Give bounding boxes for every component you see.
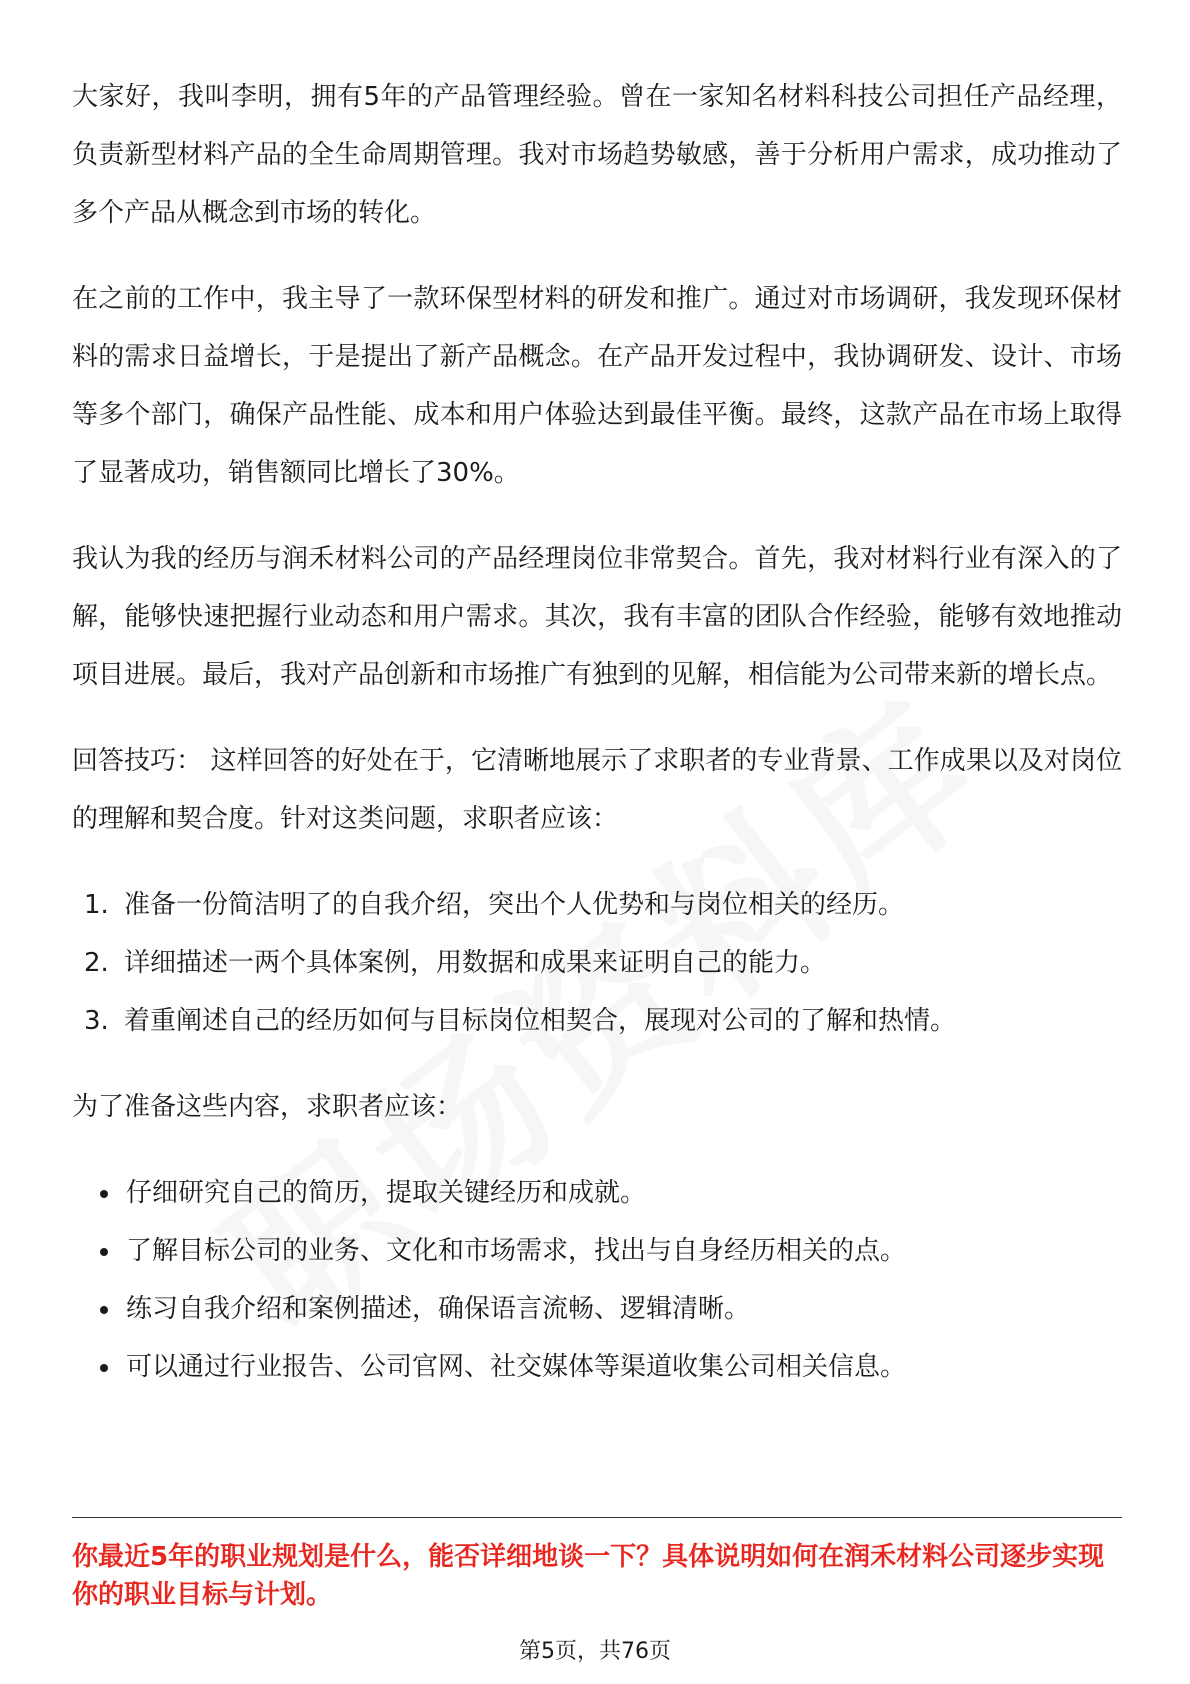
list-item-text: 练习自我介绍和案例描述，确保语言流畅、逻辑清晰。 — [126, 1294, 751, 1324]
tips-paragraph: 回答技巧： 这样回答的好处在于，它清晰地展示了求职者的专业背景、工作成果以及对岗位的理解和契合度。针对这类问题，求职者应该： — [72, 746, 1122, 834]
list-item-text: 详细描述一两个具体案例，用数据和成果来证明自己的能力。 — [124, 948, 827, 978]
bullet-icon — [100, 1248, 108, 1256]
intro-paragraph: 大家好，我叫李明，拥有5年的产品管理经验。曾在一家知名材料科技公司担任产品经理，负责新型材料产品的全生命周期管理。我对市场趋势敏感，善于分析用户需求，成功推动了多个产品从概念到市场的转化。 — [72, 82, 1122, 228]
list-item — [72, 1280, 1122, 1338]
list-item-text: 仔细研究自己的简历，提取关键经历和成就。 — [126, 1178, 647, 1208]
bullet-icon — [100, 1306, 108, 1314]
list-number: 3. — [84, 1006, 109, 1036]
list-item-text: 着重阐述自己的经历如何与目标岗位相契合，展现对公司的了解和热情。 — [124, 1006, 957, 1036]
section-divider — [72, 1517, 1122, 1518]
list-item — [72, 934, 1122, 992]
bullet-list — [72, 1164, 1122, 1396]
page-number: 第5页，共76页 — [519, 1639, 671, 1664]
experience-paragraph: 在之前的工作中，我主导了一款环保型材料的研发和推广。通过对市场调研，我发现环保材料的需求日益增长，于是提出了新产品概念。在产品开发过程中，我协调研发、设计、市场等多个部门，确保产品性能、成本和用户体验达到最佳平衡。最终，这款产品在市场上取得了显著成功，销售额同比增长了30%。 — [72, 284, 1122, 488]
list-number: 1. — [84, 890, 109, 920]
page-content — [72, 68, 1122, 1396]
list-item — [72, 1222, 1122, 1280]
numbered-list — [72, 876, 1122, 1050]
list-item-text: 准备一份简洁明了的自我介绍，突出个人优势和与岗位相关的经历。 — [124, 890, 905, 920]
list-number: 2. — [84, 948, 109, 978]
fit-paragraph: 我认为我的经历与润禾材料公司的产品经理岗位非常契合。首先，我对材料行业有深入的了解，能够快速把握行业动态和用户需求。其次，我有丰富的团队合作经验，能够有效地推动项目进展。最后，我对产品创新和市场推广有独到的见解，相信能为公司带来新的增长点。 — [72, 544, 1122, 690]
next-question-heading: 你最近5年的职业规划是什么，能否详细地谈一下？具体说明如何在润禾材料公司逐步实现你的职业目标与计划。 — [72, 1542, 1105, 1610]
bullet-icon — [100, 1190, 108, 1198]
list-item-text: 了解目标公司的业务、文化和市场需求，找出与自身经历相关的点。 — [126, 1236, 907, 1266]
bullet-icon — [100, 1364, 108, 1372]
prep-intro: 为了准备这些内容，求职者应该： — [72, 1092, 463, 1122]
list-item — [72, 992, 1122, 1050]
list-item — [72, 1164, 1122, 1222]
list-item-text: 可以通过行业报告、公司官网、社交媒体等渠道收集公司相关信息。 — [126, 1352, 907, 1382]
list-item — [72, 876, 1122, 934]
list-item — [72, 1338, 1122, 1396]
